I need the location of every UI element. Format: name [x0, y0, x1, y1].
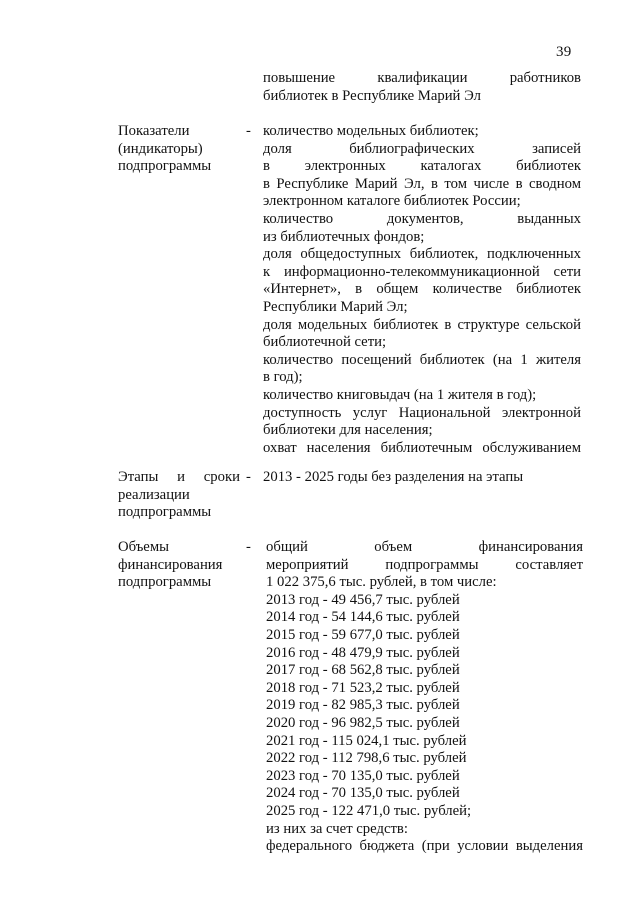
label-line: Этапы и сроки	[118, 469, 240, 485]
text-line: 1 022 375,6 тыс. рублей, в том числе:	[266, 574, 497, 591]
text-line: количество книговыдач (на 1 жителя в год);	[263, 386, 537, 403]
text-line: из библиотечных фондов;	[263, 228, 425, 245]
text-line: количество посещений библиотек (на 1 жителя	[263, 351, 581, 368]
text-line: библиотечной сети;	[263, 334, 387, 351]
label-dash: -	[246, 539, 251, 555]
text-line: повышение квалификации работников	[263, 70, 581, 86]
label-line: Объемы	[118, 539, 169, 555]
text-line: из них за счет средств:	[266, 820, 408, 837]
funding-year-line: 2024 год - 70 135,0 тыс. рублей	[266, 785, 460, 802]
text-line: количество модельных библиотек;	[263, 123, 479, 139]
text-line: федерального бюджета (при условии выделения	[266, 838, 583, 855]
text-line: «Интернет», в общем количестве библиотек	[263, 281, 581, 298]
label-line: подпрограммы	[118, 574, 212, 591]
funding-year-line: 2023 год - 70 135,0 тыс. рублей	[266, 767, 460, 784]
funding-year-line: 2021 год - 115 024,1 тыс. рублей	[266, 732, 467, 749]
text-line: доля общедоступных библиотек, подключенных	[263, 246, 581, 263]
label-line: (индикаторы)	[118, 140, 203, 157]
text-line: мероприятий подпрограммы составляет	[266, 556, 583, 573]
indicators-content	[263, 123, 581, 457]
label-line: финансирования	[118, 556, 223, 573]
funding-year-line: 2017 год - 68 562,8 тыс. рублей	[266, 662, 460, 679]
continuation-text	[263, 70, 581, 105]
text-line: в Республике Марий Эл, в том числе в сводном	[263, 175, 581, 192]
funding-year-line: 2022 год - 112 798,6 тыс. рублей	[266, 750, 467, 767]
text-line: 2013 - 2025 годы без разделения на этапы	[263, 469, 524, 485]
funding-year-line: 2015 год - 59 677,0 тыс. рублей	[266, 626, 460, 643]
funding-year-line: 2018 год - 71 523,2 тыс. рублей	[266, 679, 460, 696]
text-line: количество документов, выданных	[263, 210, 581, 227]
label-dash: -	[246, 123, 251, 139]
text-line: библиотеки для населения;	[263, 422, 433, 439]
funding-year-line: 2013 год - 49 456,7 тыс. рублей	[266, 591, 460, 608]
label-line: реализации	[118, 486, 190, 503]
label-dash: -	[246, 469, 251, 485]
text-line: доля библиографических записей	[263, 140, 581, 157]
text-line: электронном каталоге библиотек России;	[263, 193, 521, 210]
funding-year-line: 2020 год - 96 982,5 тыс. рублей	[266, 714, 460, 731]
label-line: подпрограммы	[118, 504, 212, 521]
text-line: общий объем финансирования	[266, 539, 583, 555]
stages-content	[263, 469, 581, 487]
label-line: подпрограммы	[118, 158, 212, 175]
label-line: Показатели	[118, 123, 190, 139]
funding-year-line: 2014 год - 54 144,6 тыс. рублей	[266, 609, 460, 626]
text-line: в электронных каталогах библиотек	[263, 158, 581, 175]
text-line: доступность услуг Национальной электронной	[263, 404, 581, 421]
text-line: охват населения библиотечным обслуживанием	[263, 439, 581, 456]
funding-year-line: 2019 год - 82 985,3 тыс. рублей	[266, 697, 460, 714]
text-line: библиотек в Республике Марий Эл	[263, 87, 481, 104]
text-line: Республики Марий Эл;	[263, 298, 408, 315]
funding-content	[266, 539, 583, 856]
funding-year-line: 2025 год - 122 471,0 тыс. рублей;	[266, 802, 472, 819]
text-line: в год);	[263, 369, 303, 386]
funding-year-line: 2016 год - 48 479,9 тыс. рублей	[266, 644, 460, 661]
funding-label	[118, 539, 240, 592]
page-number: 39	[556, 44, 572, 60]
text-line: к информационно-телекоммуникационной сети	[263, 263, 581, 280]
indicators-label	[118, 123, 240, 176]
stages-label	[118, 469, 240, 522]
text-line: доля модельных библиотек в структуре сельской	[263, 316, 581, 333]
